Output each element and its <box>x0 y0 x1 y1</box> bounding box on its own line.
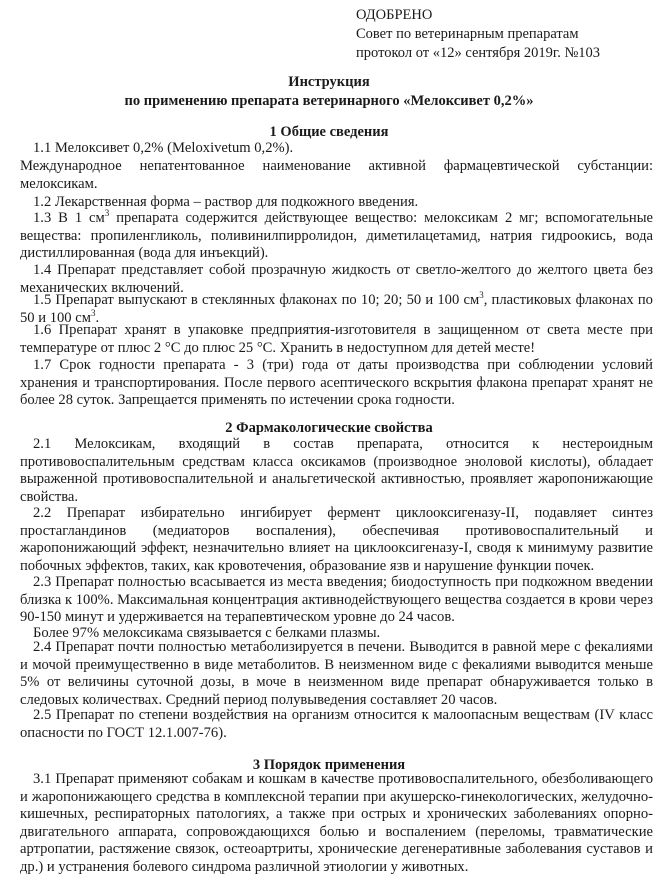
document-title <box>0 73 658 111</box>
paragraph-2-5: 2.5 Препарат по степени воздействия на организм относится к малоопасным веществам (IV класс опасности по ГОСТ 12.1.007-76). <box>20 707 653 741</box>
paragraph-2-1: 2.1 Мелоксикам, входящий в состав препарата, относится к нестероидным противовоспалительным средствам класса оксикамов (производное эноловой кислоты), обладает выраженной противовоспалительной и анальгетической активностью, проявляет жаропонижающие свойства. <box>20 436 653 505</box>
approval-line-3: протокол от «12» сентября 2019г. №103 <box>356 45 601 61</box>
paragraph-1-3 <box>20 210 653 263</box>
cubic-superscript: 3 <box>104 208 110 219</box>
paragraph-2-4: 2.4 Препарат почти полностью метаболизируется в печени. Выводится в равной мере с фекалиями и мочой преимущественно в виде метаболитов. В неизменном виде с фекалиями выводится меньше 5% от величины суточной дозы, в моче в неизменном виде препарат обнаруживается только в следовых количествах. Средний период полувыведения составляет 20 часов. <box>20 639 653 708</box>
paragraph-1-1: 1.1 Мелоксивет 0,2% (Meloxivetum 0,2%). <box>33 140 294 156</box>
paragraph-1-5-text-c: . <box>95 309 100 326</box>
section-2-heading: 2 Фармакологические свойства <box>225 420 433 436</box>
paragraph-2-2: 2.2 Препарат избирательно ингибирует фермент циклооксигеназу-II, подавляет синтез простагландинов (медиаторов воспаления), обеспечивая противовоспалительный и жаропонижающий эффект, незначительно влияет на циклооксигеназу-I, сводя к минимуму развитие побочных эффектов, таких, как кровотечения, образование язв и нарушение функции почек. <box>20 505 653 574</box>
cubic-superscript: 3 <box>479 290 484 301</box>
title-line-1: Инструкция <box>288 74 370 90</box>
paragraph-1-1-inn: Международное непатентованное наименование активной фармацевтической субстанции: мелоксикам. <box>20 158 653 192</box>
paragraph-1-3-text-b: препарата содержится действующее вещество: мелоксикам 2 мг; вспомогательные вещества: пропиленгликоль, поливинилпирролидон, диметилацетамид, натрия гидроокись, вода дистиллированная (вода для инъекций). <box>20 210 653 262</box>
cubic-superscript: 3 <box>90 307 96 318</box>
title-line-2: по применению препарата ветеринарного «Мелоксивет 0,2%» <box>124 93 534 109</box>
section-1-heading: 1 Общие сведения <box>269 124 389 140</box>
approval-line-1: ОДОБРЕНО <box>356 7 433 23</box>
paragraph-2-3: 2.3 Препарат полностью всасывается из места введения; биодоступность при подкожном введении близка к 100%. Максимальная концентрация активнодействующего вещества создается в крови через 90-150 минут и удерживается на терапевтическом уровне до 24 часов. <box>20 574 653 626</box>
paragraph-1-3-text-a: 1.3 В 1 см <box>33 210 105 226</box>
approval-stamp <box>356 6 600 63</box>
approval-line-2: Совет по ветеринарным препаратам <box>356 26 579 42</box>
paragraph-1-4: 1.4 Препарат представляет собой прозрачную жидкость от светло-желтого до желтого цвета без механических включений. <box>20 262 653 296</box>
section-3-heading: 3 Порядок применения <box>252 757 406 773</box>
paragraph-1-2: 1.2 Лекарственная форма – раствор для подкожного введения. <box>33 194 419 210</box>
paragraph-1-5-text-b: , пластиковых флаконах по 50 и 100 см <box>20 292 653 326</box>
paragraph-1-7: 1.7 Срок годности препарата - 3 (три) года от даты производства при соблюдении условий хранения и транспортирования. После первого асептического вскрытия флакона препарат хранят не более 28 суток. Запрещается применять по истечении срока годности. <box>20 357 653 409</box>
paragraph-1-6: 1.6 Препарат хранят в упаковке предприятия-изготовителя в защищенном от света месте при температуре от плюс 2 °С до плюс 25 °С. Хранить в недоступном для детей месте! <box>20 322 653 356</box>
paragraph-1-5-text-a: 1.5 Препарат выпускают в стеклянных флаконах по 10; 20; 50 и 100 см <box>33 292 480 308</box>
paragraph-3-1: 3.1 Препарат применяют собакам и кошкам в качестве противовоспалительного, обезболивающего и жаропонижающего средства в комплексной терапии при акушерско-гинекологических, желудочно-кишечных, респираторных патологиях, а также при острых и хронических заболеваниях опорно-двигательного аппарата, сопровождающихся болью и воспалением (переломы, травматические артропатии, растяжение связок, остеоартриты, хронические дегенеративные заболевания суставов и др.) и устранения болевого синдрома различной этиологии у животных. <box>20 771 653 875</box>
paragraph-2-3-plasma: Более 97% мелоксикама связывается с белками плазмы. <box>33 625 381 641</box>
